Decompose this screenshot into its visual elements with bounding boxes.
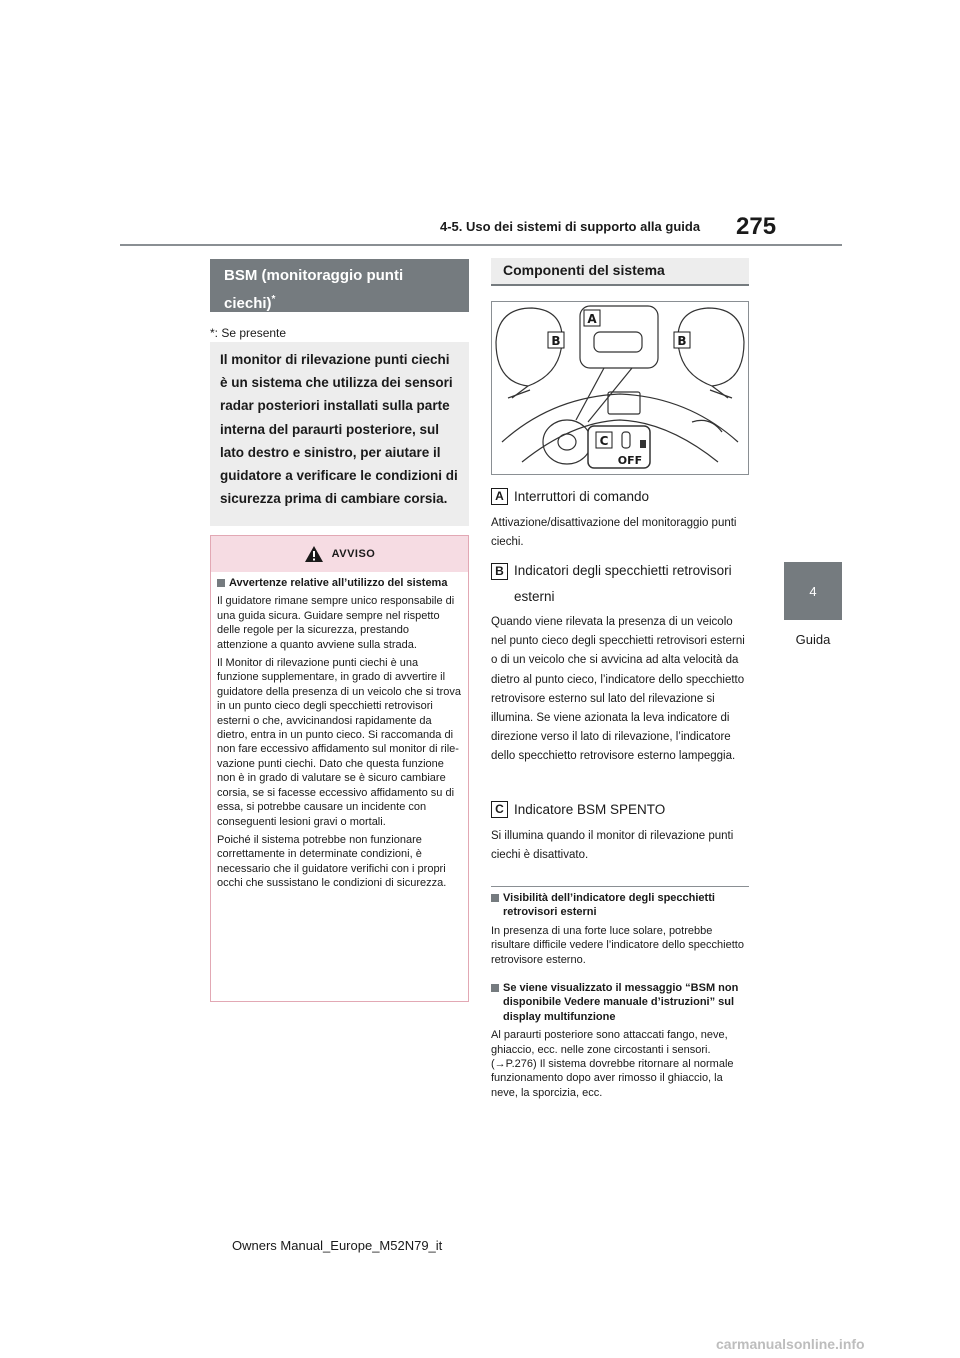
illustration-label-a: A	[587, 312, 597, 326]
illustration-label-b-left: B	[551, 334, 561, 348]
bsm-heading-line1: BSM (monitoraggio punti	[224, 267, 404, 284]
legend-letter: C	[491, 801, 508, 818]
note-title: Visibilità dell’indicatore degli specchietti retrovisori esterni	[491, 891, 749, 920]
bsm-heading-line2: ciechi)	[224, 295, 272, 312]
section-title: 4-5. Uso dei sistemi di supporto alla guida	[440, 219, 701, 234]
warning-title: Avvertenze relative all’utilizzo del sistema	[217, 576, 462, 590]
footer-text: Owners Manual_Europe_M52N79_it	[232, 1238, 443, 1253]
legend-description: Attivazione/disattivazione del monitoraggio punti ciechi.	[491, 517, 737, 549]
illustration-label-off: OFF	[617, 454, 643, 467]
warning-paragraph: Il Monitor di rilevazione punti ciechi è una funzione supplementare, in grado di avvertire il guidatore della presenza di un veicolo che si trova in un punto cieco degli specchietti retrovisori esterni o che, avvicinandosi rapidamente da dietro, entra in un punto cieco. Si raccomanda di non fare eccessivo affidamento sul monitor di rilevazione punti ciechi. Dato che questa funzione non è in grado di valutare se è sicuro cambiare corsia, se si facesse eccessivo affidamento su di essa, si potrebbe causare un incidente con conseguenti lesioni gravi o mortali.	[217, 657, 461, 828]
legend-title: Interruttori di comando	[514, 489, 650, 504]
watermark: carmanualsonline.info	[716, 1336, 865, 1352]
note-body: In presenza di una forte luce solare, potrebbe risultare difficile vedere l’indicatore dello specchietto retrovisore esterno.	[491, 924, 744, 966]
legend-letter: B	[491, 563, 508, 580]
chapter-tab[interactable]	[784, 562, 842, 620]
notes-rule	[491, 886, 749, 887]
legend-description: Si illumina quando il monitor di rilevazione punti ciechi è disattivato.	[491, 830, 734, 862]
bsm-heading	[210, 259, 469, 312]
legend-description: Quando viene rilevata la presenza di un veicolo nel punto cieco degli specchietti retrovisori esterni o di un veicolo che si avvicina ad alta velocità da dietro al punto cieco, l’indicatore dello specchietto retrovisore esterno sul lato del rilevazione si illumina. Se viene azionata la leva indicatore di direzione verso il lato di rilevazione, l’indicatore dello specchietto retrovisore esterno lampeggia.	[491, 616, 745, 763]
warning-header	[211, 536, 468, 572]
bsm-heading-mark: *	[271, 294, 276, 305]
warning-paragraph: Il guidatore rimane sempre unico responsabile di una guida sicura. Guidare sempre nel rispetto delle regole per la sicurezza, prestando attenzione a quanto avviene sulla strada.	[217, 595, 455, 651]
note-visibility	[491, 891, 749, 967]
note-bsm-message	[491, 981, 749, 1100]
illustration-label-c: C	[599, 434, 609, 448]
page-number: 275	[736, 213, 777, 240]
header-rule	[120, 244, 842, 246]
note-body: Al paraurti posteriore sono attaccati fango, neve, ghiaccio, ecc. nelle zone circostanti i sensori. (→P.276) Il sistema dovrebbe ritornare al normale funzionamento dopo aver rimosso il ghiaccio, la neve, la sporcizia, ecc.	[491, 1029, 734, 1099]
warning-label: AVVISO	[331, 548, 376, 560]
footnote: *: Se presente	[210, 326, 287, 340]
dashboard-drawing	[492, 302, 748, 474]
warning-paragraph: Poiché il sistema potrebbe non funzionare correttamente in determinate condizioni, è necessario che il guidatore verifichi con i propri occhi che sussistano le condizioni di sicurezza.	[217, 833, 447, 890]
warning-box	[210, 535, 469, 1002]
legend-item-b	[491, 562, 749, 610]
legend-title: Indicatori degli specchietti retrovisori esterni	[514, 563, 732, 604]
chapter-label: Guida	[795, 632, 831, 647]
legend-item-a	[491, 487, 649, 506]
legend-letter: A	[491, 488, 508, 505]
warning-body	[211, 572, 468, 891]
note-title: Se viene visualizzato il messaggio “BSM non disponibile Vedere manuale d’istruzioni” sul display multifunzione	[491, 981, 749, 1024]
legend-item-c	[491, 800, 665, 819]
components-heading: Componenti del sistema	[491, 258, 749, 286]
warning-icon	[304, 545, 324, 563]
illustration-label-b-right: B	[677, 334, 687, 348]
chapter-number: 4	[809, 583, 817, 599]
intro-box: Il monitor di rilevazione punti ciechi è un sistema che utilizza dei sensori radar posteriori installati sulla parte interna del paraurti posteriore, sul lato destro e sinistro, per aiutare il guidatore a verificare le condizioni di sicurezza prima di cambiare corsia.	[210, 342, 469, 526]
legend-title: Indicatore BSM SPENTO	[514, 802, 666, 817]
dashboard-illustration	[491, 301, 749, 475]
